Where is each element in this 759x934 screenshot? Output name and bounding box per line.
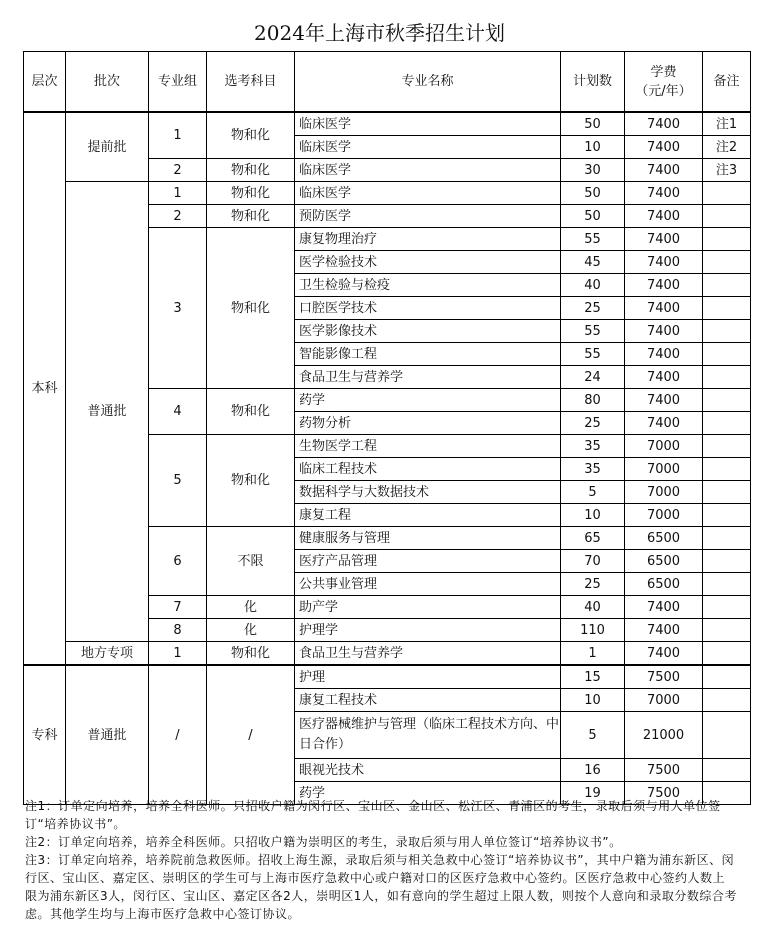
footnote: 注1：订单定向培养，培养全科医师。只招收户籍为闵行区、宝山区、金山区、松江区、青浦区的考生，录取后须与用人单位签订“培养协议书”。: [25, 799, 721, 831]
plan-cell: 45: [561, 251, 625, 274]
subjects-cell: 化: [207, 596, 295, 619]
plan-cell: 55: [561, 228, 625, 251]
major-cell: 口腔医学技术: [295, 297, 561, 320]
fee-cell: 7400: [625, 112, 703, 136]
enrollment-plan-table: [23, 51, 751, 805]
remark-cell: [703, 389, 751, 412]
plan-cell: 70: [561, 550, 625, 573]
group-cell: 6: [149, 527, 207, 596]
subjects-cell: 物和化: [207, 642, 295, 666]
fee-cell: 7400: [625, 228, 703, 251]
major-cell: 健康服务与管理: [295, 527, 561, 550]
group-cell: 7: [149, 596, 207, 619]
major-cell: 医学检验技术: [295, 251, 561, 274]
fee-cell: 7400: [625, 596, 703, 619]
subjects-cell: 物和化: [207, 182, 295, 205]
header-group: 专业组: [149, 52, 207, 113]
table-row: [24, 112, 751, 136]
header-fee-line2: （元/年）: [635, 83, 692, 99]
remark-cell: [703, 665, 751, 689]
fee-cell: 7400: [625, 136, 703, 159]
group-cell: 3: [149, 228, 207, 389]
major-cell: 临床医学: [295, 112, 561, 136]
remark-cell: [703, 458, 751, 481]
plan-cell: 65: [561, 527, 625, 550]
fee-cell: 7500: [625, 665, 703, 689]
remark-cell: [703, 527, 751, 550]
plan-cell: 40: [561, 274, 625, 297]
subjects-cell: 物和化: [207, 159, 295, 182]
page-title: 2024年上海市秋季招生计划: [254, 21, 505, 45]
remark-cell: [703, 481, 751, 504]
plan-cell: 15: [561, 665, 625, 689]
remark-cell: [703, 435, 751, 458]
major-cell: 数据科学与大数据技术: [295, 481, 561, 504]
major-cell: 临床医学: [295, 182, 561, 205]
fee-cell: 6500: [625, 573, 703, 596]
subjects-cell: 物和化: [207, 112, 295, 159]
table-header-row: [24, 52, 751, 113]
fee-cell: 7400: [625, 389, 703, 412]
fee-cell: 7000: [625, 504, 703, 527]
group-cell: 4: [149, 389, 207, 435]
subjects-cell: 物和化: [207, 435, 295, 527]
header-fee: [625, 52, 703, 113]
remark-cell: [703, 274, 751, 297]
major-cell: 护理学: [295, 619, 561, 642]
plan-cell: 80: [561, 389, 625, 412]
plan-cell: 50: [561, 205, 625, 228]
fee-cell: 7400: [625, 297, 703, 320]
plan-cell: 19: [561, 782, 625, 805]
header-remark: 备注: [703, 52, 751, 113]
fee-cell: 7400: [625, 251, 703, 274]
major-cell: 康复工程: [295, 504, 561, 527]
group-cell: 8: [149, 619, 207, 642]
plan-cell: 55: [561, 320, 625, 343]
remark-cell: [703, 343, 751, 366]
fee-cell: 6500: [625, 527, 703, 550]
major-cell: 预防医学: [295, 205, 561, 228]
remark-cell: [703, 619, 751, 642]
plan-cell: 25: [561, 297, 625, 320]
plan-cell: 10: [561, 504, 625, 527]
plan-cell: 5: [561, 712, 625, 759]
remark-cell: [703, 759, 751, 782]
subjects-cell: 不限: [207, 527, 295, 596]
remark-cell: [703, 182, 751, 205]
remark-cell: 注3: [703, 159, 751, 182]
group-cell: 1: [149, 642, 207, 666]
remark-cell: [703, 504, 751, 527]
header-plan: 计划数: [561, 52, 625, 113]
remark-cell: [703, 412, 751, 435]
plan-cell: 10: [561, 136, 625, 159]
remark-cell: [703, 251, 751, 274]
group-cell: /: [149, 665, 207, 805]
plan-cell: 25: [561, 573, 625, 596]
footnote: 注2：订单定向培养，培养全科医师。只招收户籍为崇明区的考生，录取后须与用人单位签订“培养协议书”。: [25, 835, 622, 849]
major-cell: 食品卫生与营养学: [295, 366, 561, 389]
plan-cell: 35: [561, 435, 625, 458]
plan-cell: 110: [561, 619, 625, 642]
batch-cell: 普通批: [66, 182, 149, 642]
remark-cell: [703, 366, 751, 389]
header-batch: 批次: [66, 52, 149, 113]
major-cell: 医疗产品管理: [295, 550, 561, 573]
fee-cell: 7400: [625, 205, 703, 228]
level-cell: 专科: [24, 665, 66, 805]
subjects-cell: /: [207, 665, 295, 805]
remark-cell: [703, 320, 751, 343]
fee-cell: 7400: [625, 274, 703, 297]
remark-cell: [703, 642, 751, 666]
table-row: [24, 182, 751, 205]
major-cell: 医疗器械维护与管理（临床工程技术方向、中日合作）: [295, 712, 561, 759]
plan-cell: 16: [561, 759, 625, 782]
batch-cell: 地方专项: [66, 642, 149, 666]
major-cell: 临床医学: [295, 159, 561, 182]
remark-cell: [703, 689, 751, 712]
remark-cell: 注1: [703, 112, 751, 136]
major-cell: 公共事业管理: [295, 573, 561, 596]
major-cell: 临床工程技术: [295, 458, 561, 481]
footnotes: [25, 797, 737, 923]
plan-cell: 35: [561, 458, 625, 481]
group-cell: 2: [149, 205, 207, 228]
remark-cell: [703, 297, 751, 320]
major-cell: 康复物理治疗: [295, 228, 561, 251]
batch-cell: 提前批: [66, 112, 149, 182]
fee-cell: 7400: [625, 320, 703, 343]
plan-cell: 40: [561, 596, 625, 619]
fee-cell: 7400: [625, 619, 703, 642]
remark-cell: [703, 228, 751, 251]
remark-cell: [703, 205, 751, 228]
plan-cell: 55: [561, 343, 625, 366]
subjects-cell: 物和化: [207, 228, 295, 389]
major-cell: 康复工程技术: [295, 689, 561, 712]
major-cell: 眼视光技术: [295, 759, 561, 782]
major-cell: 药学: [295, 782, 561, 805]
fee-cell: 7000: [625, 689, 703, 712]
fee-cell: 7000: [625, 481, 703, 504]
plan-cell: 10: [561, 689, 625, 712]
plan-cell: 1: [561, 642, 625, 666]
plan-cell: 5: [561, 481, 625, 504]
major-cell: 食品卫生与营养学: [295, 642, 561, 666]
header-fee-line1: 学费: [650, 64, 677, 80]
major-cell: 生物医学工程: [295, 435, 561, 458]
subjects-cell: 物和化: [207, 205, 295, 228]
group-cell: 1: [149, 112, 207, 159]
header-subjects: 选考科目: [207, 52, 295, 113]
major-cell: 药物分析: [295, 412, 561, 435]
group-cell: 1: [149, 182, 207, 205]
fee-cell: 7400: [625, 159, 703, 182]
remark-cell: [703, 550, 751, 573]
plan-cell: 24: [561, 366, 625, 389]
major-cell: 卫生检验与检疫: [295, 274, 561, 297]
fee-cell: 7400: [625, 366, 703, 389]
header-major: 专业名称: [295, 52, 561, 113]
subjects-cell: 物和化: [207, 389, 295, 435]
major-cell: 智能影像工程: [295, 343, 561, 366]
fee-cell: 21000: [625, 712, 703, 759]
remark-cell: [703, 573, 751, 596]
remark-cell: [703, 596, 751, 619]
fee-cell: 6500: [625, 550, 703, 573]
group-cell: 2: [149, 159, 207, 182]
fee-cell: 7500: [625, 782, 703, 805]
plan-cell: 25: [561, 412, 625, 435]
fee-cell: 7400: [625, 343, 703, 366]
group-cell: 5: [149, 435, 207, 527]
major-cell: 助产学: [295, 596, 561, 619]
major-cell: 医学影像技术: [295, 320, 561, 343]
fee-cell: 7400: [625, 182, 703, 205]
level-cell: 本科: [24, 112, 66, 665]
major-cell: 临床医学: [295, 136, 561, 159]
header-level: 层次: [24, 52, 66, 113]
fee-cell: 7400: [625, 412, 703, 435]
plan-cell: 30: [561, 159, 625, 182]
fee-cell: 7000: [625, 435, 703, 458]
remark-cell: 注2: [703, 136, 751, 159]
table-row: [24, 665, 751, 689]
table-row: [24, 642, 751, 666]
plan-cell: 50: [561, 182, 625, 205]
major-cell: 药学: [295, 389, 561, 412]
major-cell: 护理: [295, 665, 561, 689]
fee-cell: 7400: [625, 642, 703, 666]
plan-cell: 50: [561, 112, 625, 136]
fee-cell: 7000: [625, 458, 703, 481]
fee-cell: 7500: [625, 759, 703, 782]
batch-cell: 普通批: [66, 665, 149, 805]
remark-cell: [703, 712, 751, 759]
subjects-cell: 化: [207, 619, 295, 642]
footnote: 注3：订单定向培养，培养院前急救医师。招收上海生源，录取后须与相关急救中心签订“培养协议书”，其中户籍为浦东新区、闵行区、宝山区、嘉定区、崇明区的学生可与上海市医疗急救中心或户籍对口的区医疗急救中心签约。区医疗急救中心签约人数上限为浦东新区3人，闵行区、宝山区、嘉定区各2人，崇明区1人，如有意向的学生超过上限人数，则按个人意向和录取分数综合考虑。其他学生均与上海市医疗急救中心签订协议。: [25, 853, 737, 921]
